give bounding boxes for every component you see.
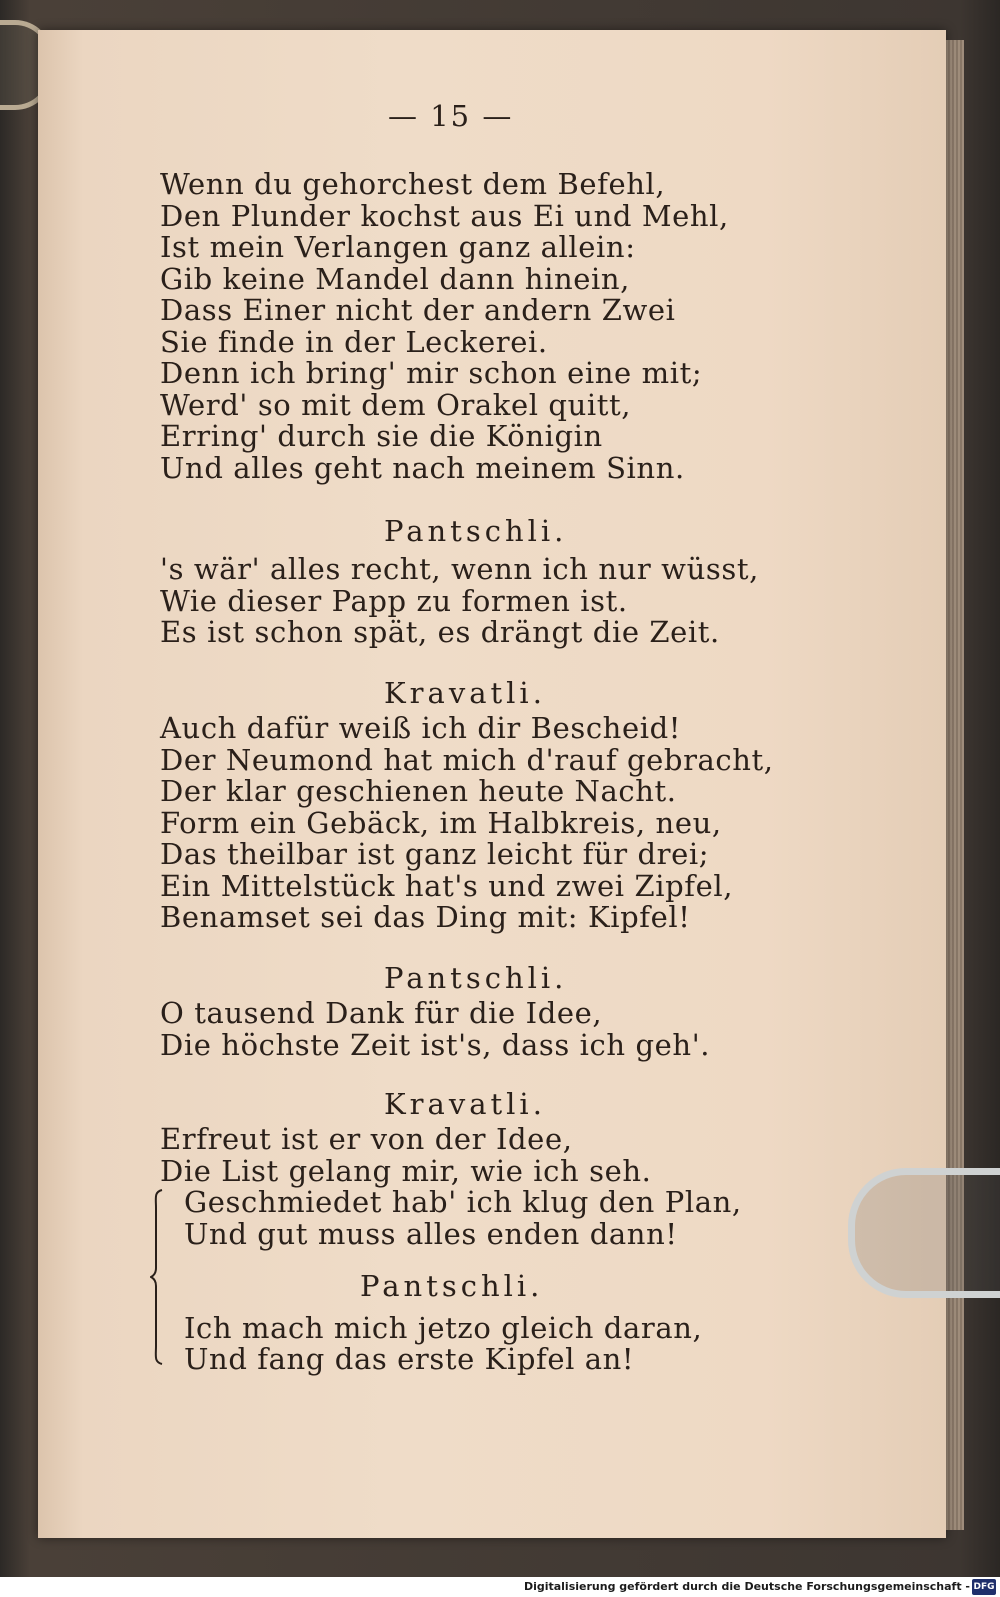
verse-line: Das theilbar ist ganz leicht für drei; bbox=[160, 837, 710, 871]
verse-line: Sie finde in der Leckerei. bbox=[160, 325, 548, 359]
verse-line: Wenn du gehorchest dem Befehl, bbox=[160, 167, 666, 201]
dfg-logo: DFG bbox=[972, 1579, 996, 1595]
speaker-heading: Pantschli. bbox=[360, 1269, 544, 1303]
verse-line: Ist mein Verlangen ganz allein: bbox=[160, 230, 636, 264]
verse-line: Der Neumond hat mich d'rauf gebracht, bbox=[160, 743, 774, 777]
verse-line: Der klar geschienen heute Nacht. bbox=[160, 774, 677, 808]
verse-line: O tausend Dank für die Idee, bbox=[160, 996, 603, 1030]
binder-clip-right bbox=[848, 1168, 1000, 1298]
verse-line: Und fang das erste Kipfel an! bbox=[184, 1342, 635, 1376]
page-edge-stack bbox=[946, 40, 964, 1530]
verse-line: Werd' so mit dem Orakel quitt, bbox=[160, 388, 632, 422]
duet-bracket bbox=[150, 1188, 164, 1366]
verse-line: Erring' durch sie die Königin bbox=[160, 419, 603, 453]
speaker-heading: Kravatli. bbox=[384, 1087, 546, 1121]
verse-line: Und gut muss alles enden dann! bbox=[184, 1217, 678, 1251]
verse-line: Erfreut ist er von der Idee, bbox=[160, 1122, 573, 1156]
verse-line: Geschmiedet hab' ich klug den Plan, bbox=[184, 1185, 742, 1219]
verse-line: Dass Einer nicht der andern Zwei bbox=[160, 293, 676, 327]
verse-line: Ein Mittelstück hat's und zwei Zipfel, bbox=[160, 869, 734, 903]
speaker-heading: Pantschli. bbox=[384, 961, 568, 995]
verse-line: Die höchste Zeit ist's, dass ich geh'. bbox=[160, 1028, 711, 1062]
verse-line: Denn ich bring' mir schon eine mit; bbox=[160, 356, 703, 390]
verse-line: Auch dafür weiß ich dir Bescheid! bbox=[160, 711, 682, 745]
dfg-credit: Digitalisierung gefördert durch die Deutsche Forschungsgemeinschaft - bbox=[523, 1580, 970, 1593]
verse-line: Die List gelang mir, wie ich seh. bbox=[160, 1154, 652, 1188]
verse-line: Den Plunder kochst aus Ei und Mehl, bbox=[160, 199, 729, 233]
verse-line: Form ein Gebäck, im Halbkreis, neu, bbox=[160, 806, 722, 840]
verse-line: Benamset sei das Ding mit: Kipfel! bbox=[160, 900, 691, 934]
speaker-heading: Pantschli. bbox=[384, 514, 568, 548]
verse-line: Ich mach mich jetzo gleich daran, bbox=[184, 1311, 703, 1345]
verse-line: Gib keine Mandel dann hinein, bbox=[160, 262, 630, 296]
verse-line: Wie dieser Papp zu formen ist. bbox=[160, 584, 628, 618]
verse-line: Es ist schon spät, es drängt die Zeit. bbox=[160, 615, 720, 649]
page-number: — 15 — bbox=[388, 99, 514, 133]
verse-line: Und alles geht nach meinem Sinn. bbox=[160, 451, 685, 485]
speaker-heading: Kravatli. bbox=[384, 676, 546, 710]
verse-line: 's wär' alles recht, wenn ich nur wüsst, bbox=[160, 552, 759, 586]
